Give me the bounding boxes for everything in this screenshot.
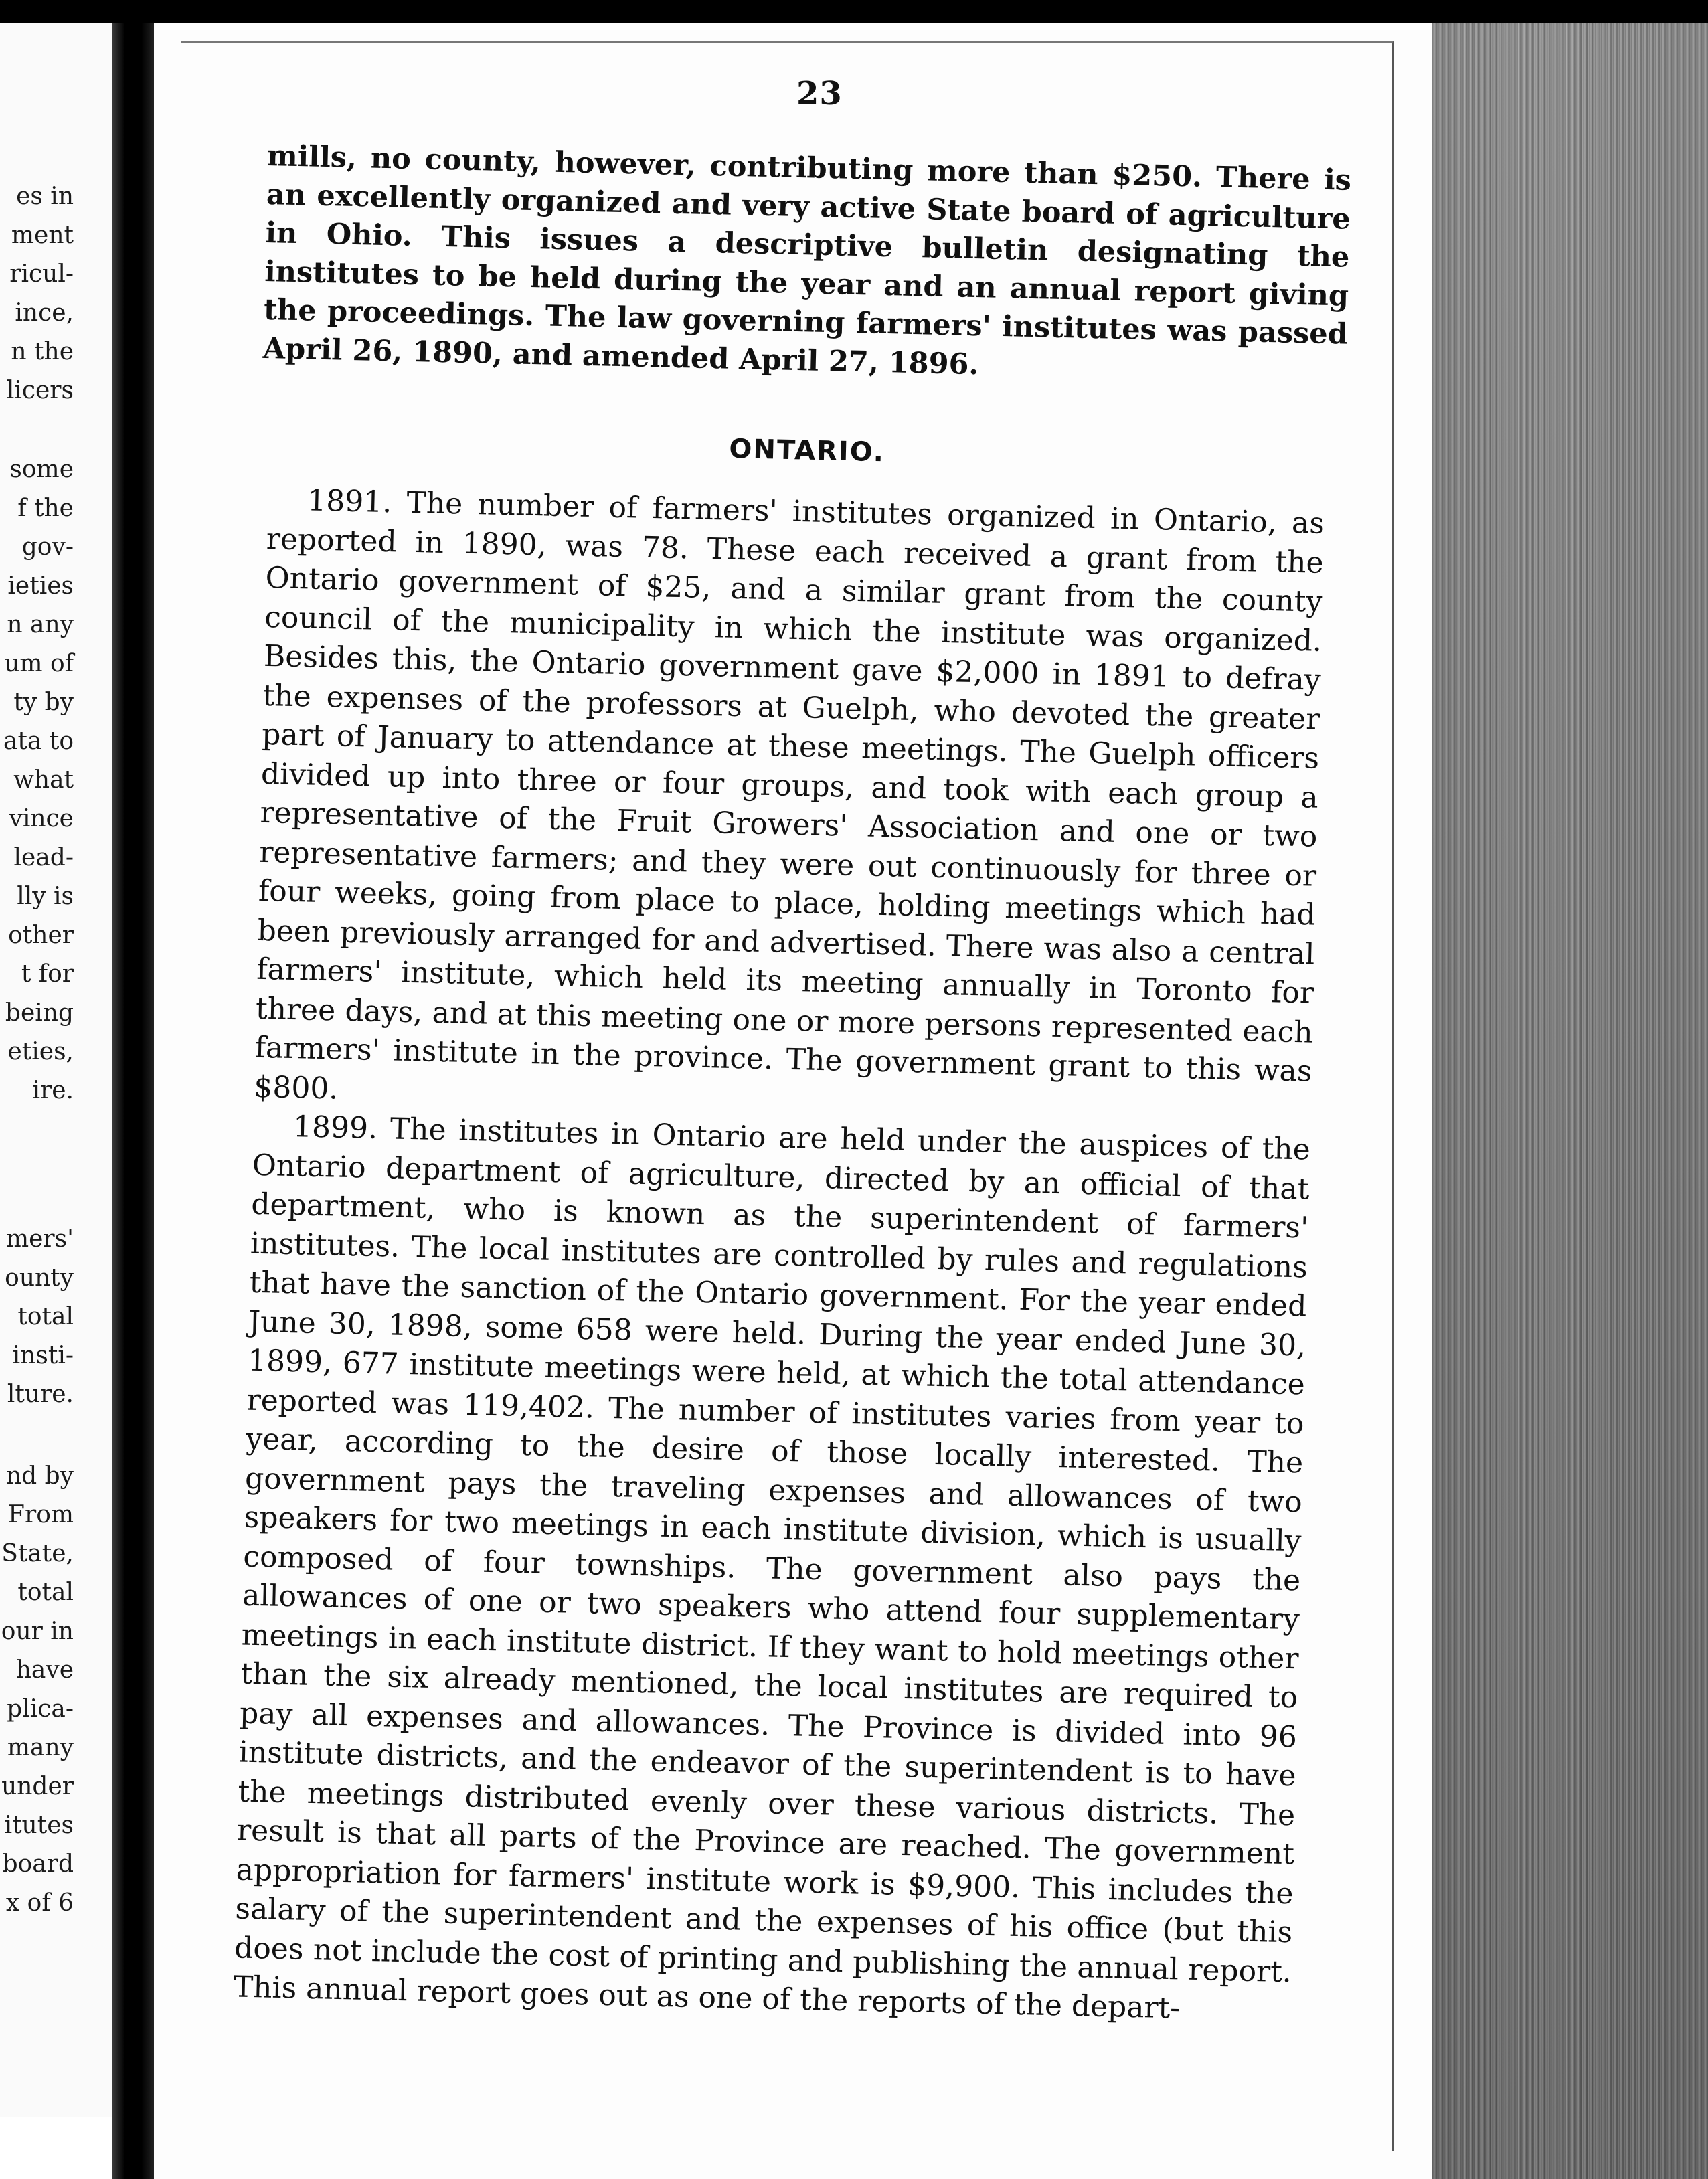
left-page-fragment: ty by: [13, 689, 74, 716]
left-page-fragment: n the: [11, 338, 74, 365]
left-page-fragment: ounty: [5, 1264, 74, 1292]
left-page-fragment: plica-: [7, 1695, 74, 1723]
left-page-fragment: under: [1, 1773, 74, 1800]
paragraph-1891: 1891. The number of farmers' institutes organized in Ontario, as reported in 1890, was 78. These each received a grant from the Ontario government of $25, and a similar grant from the county council of the municipality in which the institute was organized. Besides this, the Ontario government gave $2,000 in 1891 to defray the expenses of the professors at Guelph, who devoted the greater part of January to attendance at these meetings. The Guelph officers divided up into three or four groups, and took with each group a representative of the Fruit Growers' Association and one or two representative farmers; and they were out continuously for three or four weeks, going from place to place, holding meetings which had been previously arranged for and advertised. There was also a central farmers' institute, which held its meeting annually in Toronto for three days, and at this meeting one or more persons represented each farmers' institute in the province. The government grant to this was $800.: [253, 483, 1325, 1106]
left-page-fragment: ince,: [15, 299, 74, 327]
left-page-fragment: mers': [5, 1225, 74, 1253]
left-page-fragment: licers: [6, 377, 74, 404]
left-page-fragment: nd by: [5, 1462, 74, 1490]
left-page-fragment: ire.: [32, 1077, 74, 1104]
page-edge-stack: [1432, 23, 1708, 2179]
left-page-fragment: what: [13, 766, 74, 794]
left-page-fragment: gov-: [21, 533, 74, 561]
section-heading: ONTARIO.: [728, 434, 885, 468]
left-page-fragment: lly is: [17, 883, 74, 910]
left-page-fragment: have: [15, 1656, 74, 1684]
left-page-fragment: es in: [16, 183, 74, 210]
left-page-fragment: lture.: [7, 1381, 74, 1408]
left-page-fragment: total: [17, 1579, 74, 1606]
intro-text: mills, no county, however, contributing more than $250. There is an excellently organized and very active State board of agriculture in Ohio. This issues a descriptive bulletin designating the institutes to be held during the year and an annual report giving the proceedings. The law governing farmers' institutes was passed April 26, 1890, and amended April 27, 1896.: [262, 139, 1352, 381]
left-page-fragment: total: [17, 1303, 74, 1330]
left-page-fragment: itutes: [4, 1812, 74, 1839]
left-page-fragment: um of: [4, 650, 74, 677]
left-page-fragment: ricul-: [9, 260, 74, 288]
left-page-fragment: many: [7, 1734, 74, 1761]
book-gutter: [112, 23, 154, 2179]
left-page-fragment: being: [5, 999, 74, 1027]
ontario-section-body: [233, 481, 1325, 2031]
left-page-fragment: f the: [17, 495, 74, 522]
left-page-fragment: eties,: [7, 1038, 74, 1065]
left-page-fragment: From: [8, 1501, 74, 1529]
paragraph-1899: 1899. The institutes in Ontario are held under the auspices of the Ontario department of agriculture, directed by an official of that department, who is known as the superintendent of farmers' institutes. The local institutes are controlled by rules and regulations that have the sanction of the Ontario government. For the year ended June 30, 1898, some 658 were held. During the year ended June 30, 1899, 677 institute meetings were held, at which the total attendance reported was 119,402. The number of institutes varies from year to year, according to the desire of those locally interested. The government pays the traveling expenses and allowances of two speakers for two meetings in each institute division, which is usually composed of four townships. The government also pays the allowances of one or two speakers who attend four supplementary meetings in each institute district. If they want to hold meetings other than the six already mentioned, the local institutes are required to pay all expenses and allowances. The Province is divided into 96 institute districts, and the endeavor of the superintendent is to have the meetings distributed evenly over these various districts. The result is that all parts of the Province are reached. The government appropriation for farmers' institute work is $9,900. This includes the salary of the superintendent and the expenses of his office (but this does not include the cost of printing and publishing the annual report. This annual report goes out as one of the reports of the depart-: [233, 1110, 1311, 2026]
left-page-fragment: some: [9, 456, 74, 483]
left-page-fragment: other: [8, 922, 74, 949]
left-page-fragment: State,: [1, 1540, 74, 1567]
left-page-fragment: ment: [11, 222, 74, 249]
left-page-fragment: t for: [21, 960, 74, 988]
left-page-fragment: vince: [9, 805, 74, 833]
left-page-fragment: insti-: [12, 1342, 74, 1369]
left-page-fragment: ata to: [3, 727, 74, 755]
left-page-fragment: x of 6: [5, 1889, 74, 1917]
intro-paragraph: [262, 137, 1351, 393]
left-page-fragment: our in: [1, 1618, 74, 1645]
scan-top-border: [0, 0, 1708, 23]
left-facing-page: [0, 23, 112, 2117]
left-page-fragment: ieties: [7, 572, 74, 600]
left-page-fragment: lead-: [13, 844, 74, 871]
page-number: 23: [796, 75, 843, 112]
left-page-fragment: n any: [7, 611, 74, 638]
left-page-fragment: board: [2, 1850, 74, 1878]
